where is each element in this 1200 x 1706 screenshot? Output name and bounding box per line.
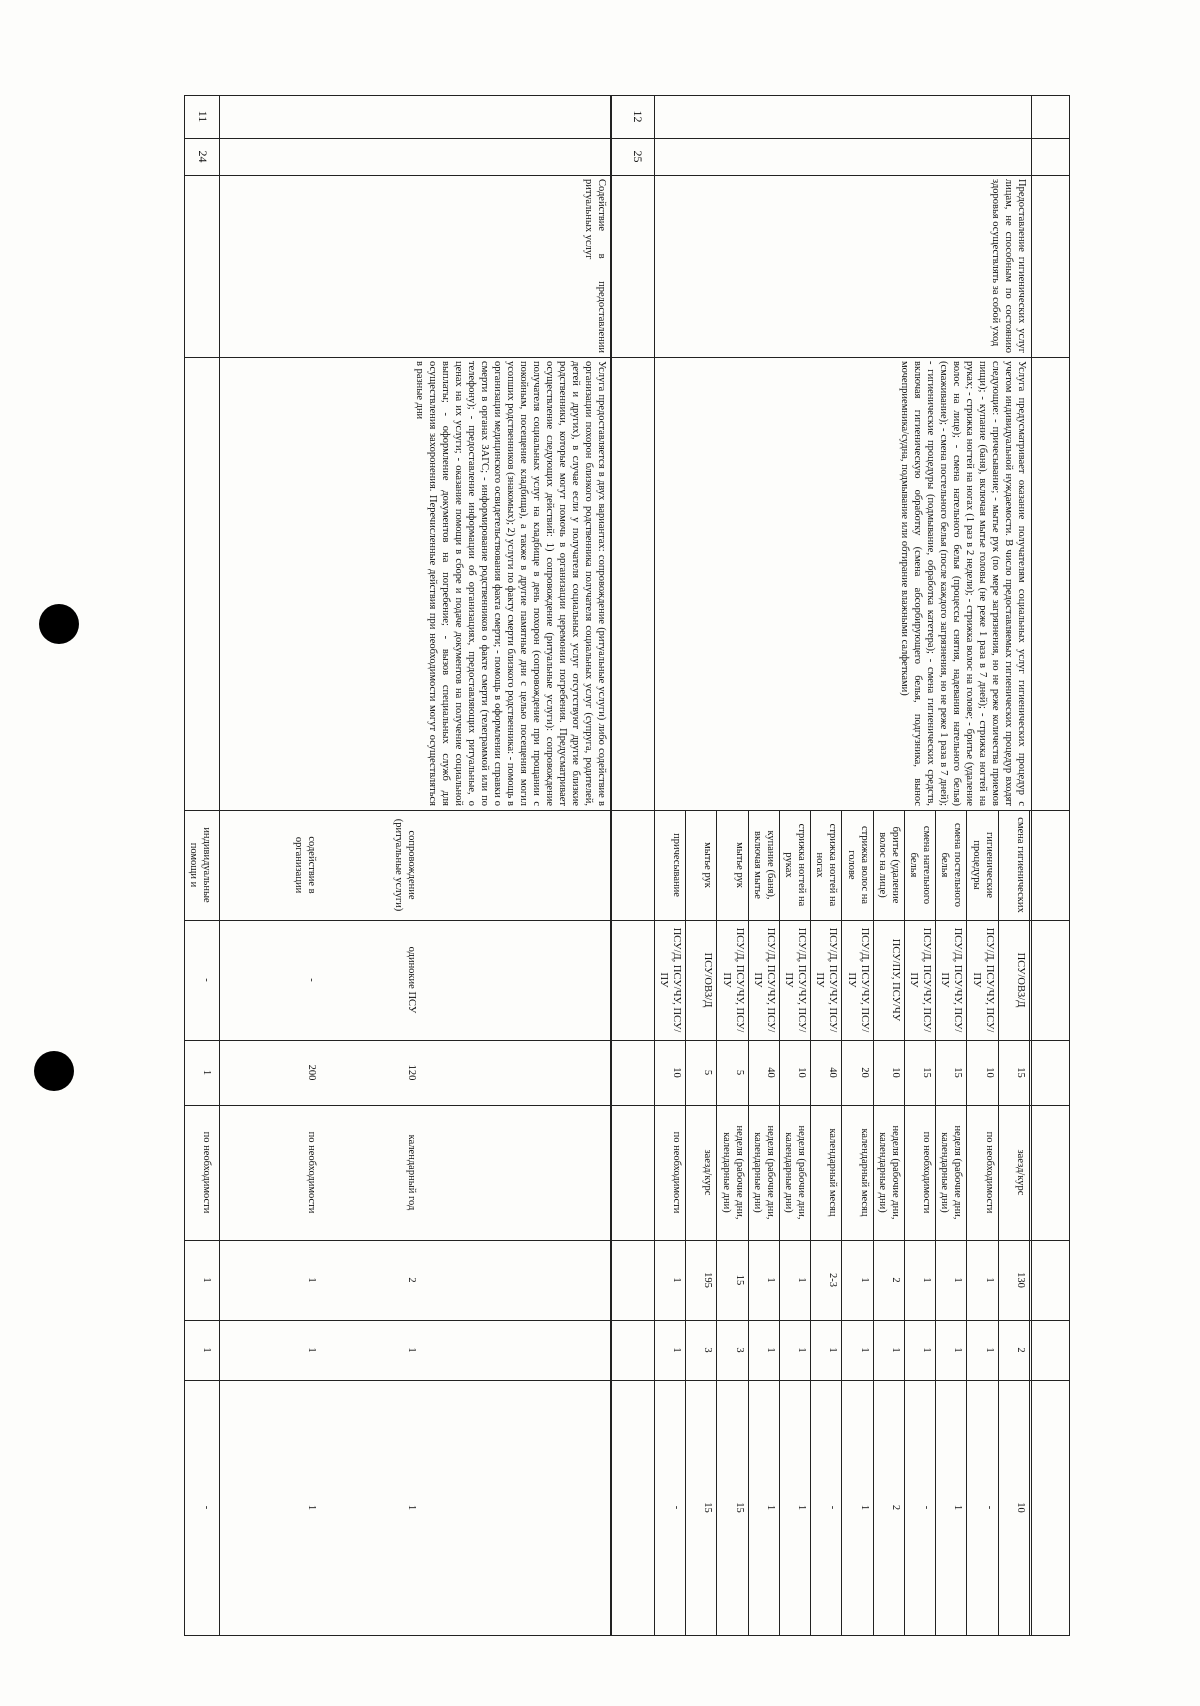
row12-sub-form: ПСУ/ОВЗ/Д: [1015, 952, 1026, 1008]
row12-sub-form: ПСУ/Д, ПСУ/ЧУ, ПСУ/ПУ: [752, 927, 776, 1033]
row12-sub-period: неделя (рабочие дни, календарные дни): [939, 1125, 964, 1220]
row12-sub-item: стрижка ногтей на руках: [783, 823, 808, 907]
row11-number: 24: [196, 150, 210, 163]
row11-sub2-item: сопровождение (ритуальные услуги): [393, 818, 417, 912]
row12-sub-c1: 15: [733, 1274, 745, 1286]
row12-sub-c2: 1: [796, 1347, 808, 1353]
row12-sub-form: ПСУ/ПУ, ПСУ/ЧУ: [890, 938, 901, 1022]
row12-sub-item: бритье (удаление волос на лице): [877, 826, 901, 904]
prev-row-item: индивидуальные помощи и: [188, 827, 212, 903]
row11-sub1-c1: 1: [306, 1277, 317, 1283]
row12-sub-c1: 1: [858, 1277, 870, 1283]
prev-row-c3: -: [201, 1505, 212, 1510]
row12-sub-num: 5: [702, 1069, 714, 1076]
row12-sub-num: 5: [733, 1069, 745, 1076]
row12-sub-form: ПСУ/Д, ПСУ/ЧУ, ПСУ/ПУ: [783, 927, 808, 1033]
row12-sub-c1: 1: [952, 1277, 964, 1283]
row12-sub-c2: 1: [765, 1347, 776, 1353]
row12-sub-num: 15: [921, 1067, 933, 1078]
row12-sub-c3: 1: [952, 1504, 964, 1511]
row12-sub-num: 40: [827, 1067, 839, 1078]
prev-row-form: -: [201, 978, 212, 982]
row12-sub-c3: 1: [765, 1504, 776, 1511]
row12-sub-form: ПСУ/Д, ПСУ/ЧУ, ПСУ/ПУ: [970, 927, 995, 1033]
row12-sub-c3: 1: [796, 1504, 808, 1511]
row12-sub-c2: 1: [983, 1347, 995, 1353]
row11-sub1-item: содействие в организации: [293, 836, 317, 894]
row11-service-name: Содействие в предоставлении ритуальных услуг: [583, 179, 607, 353]
row11-sub2-c1: 2: [406, 1277, 417, 1283]
row11-sub2-num: 120: [406, 1064, 417, 1081]
row12-sub-c2: 1: [921, 1347, 933, 1353]
row12-sub-period: неделя (рабочие дни, календарные дни): [877, 1125, 901, 1220]
row12-sub-c3: -: [671, 1505, 683, 1510]
row12-sub-c1: 1: [796, 1277, 808, 1283]
row12-sub-item: стрижка волос на голове: [845, 825, 870, 905]
row12-sub-num: 15: [952, 1067, 964, 1078]
row12-sub-c2: 3: [733, 1347, 745, 1353]
row12-sub-c3: 15: [702, 1502, 714, 1513]
row12-sub-item: смена гигиенических: [1015, 817, 1026, 913]
row11-sub2-form: одинокие ПСУ: [406, 946, 417, 1014]
row12-sub-c3: 2: [890, 1504, 901, 1511]
row12-sub-item: стрижка ногтей на ногах: [814, 823, 839, 907]
row12-sub-c3: -: [921, 1505, 933, 1510]
row12-service-description: Услуга предусматривает оказание получателям социальных услуг гигиенических процедур с учетом индивидуальной нуждаемости. В число предоставляемых гигиенических процедур входят следующие: - причесывание; - мытье рук (по мере загрязнения, но не реже количества приемов пищи); - купание (баня), включая мытье головы (не реже 1 раза в 7 дней); - стрижка ногтей на руках; - стрижка ногтей на ногах (1 раз в 2 недели); - стрижка волос на голове; - бритье (удаление волос на лице); - смена нательного белья (процессы снятия, надевания нательного белья) (смаживание); - смена постельного белья (после каждого загрязнения, но не реже 1 раза в 7 дней); - гигиенические процедуры (подмывание, обработка катетера); - смена гигиенических средств, включая гигиеническую обработку (смена абсорбирующего белья, подгузника, вынос мочеприемника/судна, подмывание или обтирание влажными салфетками): [899, 361, 1027, 806]
row12-sub-form: ПСУ/Д, ПСУ/ЧУ, ПСУ/ПУ: [939, 927, 964, 1033]
row12-sub-c3: 1: [858, 1504, 870, 1511]
row12-sub-c1: 1: [671, 1277, 683, 1283]
row12-sub-c2: 1: [890, 1347, 901, 1353]
row12-sub-period: календарный месяц: [827, 1128, 839, 1217]
row12-subrow-divider: [1029, 810, 1030, 1635]
row12-sub-period: заезд/курс: [702, 1149, 714, 1196]
row12-sub-form: ПСУ/Д, ПСУ/ЧУ, ПСУ/ПУ: [720, 927, 745, 1033]
row12-sub-num: 10: [983, 1067, 995, 1078]
row12-sub-item: мытье рук: [702, 842, 714, 888]
row12-sub-period: неделя (рабочие дни, календарные дни): [720, 1125, 745, 1220]
row12-sub-num: 10: [671, 1067, 683, 1078]
row12-number: 25: [631, 150, 645, 163]
row12-sub-num: 20: [858, 1067, 870, 1078]
row12-sub-num: 15: [1015, 1067, 1026, 1078]
row12-sub-c1: 1: [983, 1277, 995, 1283]
row12-sub-form: ПСУ/ОВЗ/Д: [702, 952, 714, 1008]
row12-sub-c2: 1: [827, 1347, 839, 1353]
row11-sub1-form: -: [306, 978, 317, 982]
row12-sub-item: смена постельного белья: [939, 822, 964, 908]
prev-row-c1: 1: [201, 1277, 212, 1283]
row12-sub-c1: 1: [765, 1277, 776, 1283]
row12-sub-c2: 1: [671, 1347, 683, 1353]
row12-sub-num: 10: [890, 1067, 901, 1078]
row11-service-description: Услуга предоставляется в двух вариантах: сопровождение (ритуальные услуги) либо содействие в организации похорон близкого родственника получателя социальных услуг (супруга, родителей, детей и других), в случае если у получателя социальных услуг отсутствуют другие близкие родственники, которые могут помочь в организации церемонии погребения. Предусматривает осуществление следующих действий: 1) сопровождение (ритуальные услуги): сопровождение получателя социальных услуг на кладбище в день похорон (сопровождение при прощании с покойным, посещение кладбища), а также в другие памятные дни с целью посещения могил усопших родственников (знакомых); 2) услуги по факту смерти близкого родственника: - помощь в организации медицинского освидетельствования факта смерти; - помощь в оформлении справки о смерти в органах ЗАГС; - информирование родственников о факте смерти (телеграммой или по телефону); - предоставление информации об организациях, предоставляющих ритуальные, о ценах на их услуги; - оказание помощи в сборе и подаче документов на получение социальной выплаты; - оформление документов на погребение; - вызов специальных служб для осуществления захоронения. Перечисленные действия при необходимости могут осуществляться в разные дни: [414, 361, 607, 806]
row12-sub-c2: 3: [702, 1347, 714, 1353]
row12-service-name: Предоставление гигиенических услуг лицам, не способным по состоянию здоровья осуществлять за собой уход: [990, 179, 1027, 353]
row12-sub-item: смена нательного белья: [908, 825, 933, 905]
row12-sub-form: ПСУ/Д, ПСУ/ЧУ, ПСУ/ПУ: [908, 927, 933, 1033]
row12-sub-c1: 130: [1015, 1272, 1026, 1288]
row12-sub-form: ПСУ/Д, ПСУ/ЧУ, ПСУ/ПУ: [814, 927, 839, 1033]
row12-sub-c3: -: [827, 1505, 839, 1510]
row12-sub-c3: 10: [1015, 1502, 1026, 1513]
prev-row-c2: 1: [201, 1347, 212, 1353]
row12-sub-period: заезд/курс: [1015, 1149, 1026, 1196]
prev-row-period: по необходимости: [201, 1131, 212, 1214]
row11-index: 11: [196, 110, 210, 123]
row12-sub-c3: -: [983, 1505, 995, 1510]
row11-sub1-c3: 1: [306, 1504, 317, 1511]
row12-sub-item: причесывание: [671, 833, 683, 897]
row12-sub-period: неделя (рабочие дни, календарные дни): [752, 1125, 776, 1220]
row12-sub-period: по необходимости: [983, 1131, 995, 1214]
row12-sub-item: мытье рук: [733, 842, 745, 888]
row12-sub-c1: 1: [921, 1277, 933, 1283]
row11-sub2-period: календарный год: [406, 1134, 417, 1211]
row12-sub-c2: 2: [1015, 1347, 1026, 1353]
row12-sub-num: 40: [765, 1067, 776, 1078]
row12-sub-num: 10: [796, 1067, 808, 1078]
row11-sub1-c2: 1: [306, 1347, 317, 1353]
row11-sub1-period: по необходимости: [306, 1131, 317, 1214]
row12-index: 12: [631, 110, 645, 123]
row11-sub1-num: 200: [306, 1064, 317, 1081]
row12-sub-c1: 2-3: [827, 1273, 839, 1287]
row12-sub-period: по необходимости: [921, 1131, 933, 1214]
row12-sub-c2: 1: [858, 1347, 870, 1353]
row12-sub-period: календарный месяц: [858, 1128, 870, 1217]
row11-sub2-c2: 1: [406, 1347, 417, 1353]
row12-sub-period: по необходимости: [671, 1131, 683, 1214]
row12-sub-c2: 1: [952, 1347, 964, 1353]
row12-sub-item: купание (баня), включая мытье: [752, 830, 776, 900]
row12-sub-form: ПСУ/Д, ПСУ/ЧУ, ПСУ/ПУ: [658, 927, 683, 1033]
row12-sub-form: ПСУ/Д, ПСУ/ЧУ, ПСУ/ПУ: [845, 927, 870, 1033]
row12-sub-c3: 15: [733, 1502, 745, 1513]
prev-row-number: 1: [201, 1069, 212, 1076]
row12-sub-item: гигиенические процедуры: [970, 832, 995, 898]
row12-sub-c1: 195: [702, 1272, 714, 1288]
row12-sub-c1: 2: [890, 1277, 901, 1283]
row12-sub-period: неделя (рабочие дни, календарные дни): [783, 1125, 808, 1220]
row11-sub2-c3: 1: [406, 1504, 417, 1511]
